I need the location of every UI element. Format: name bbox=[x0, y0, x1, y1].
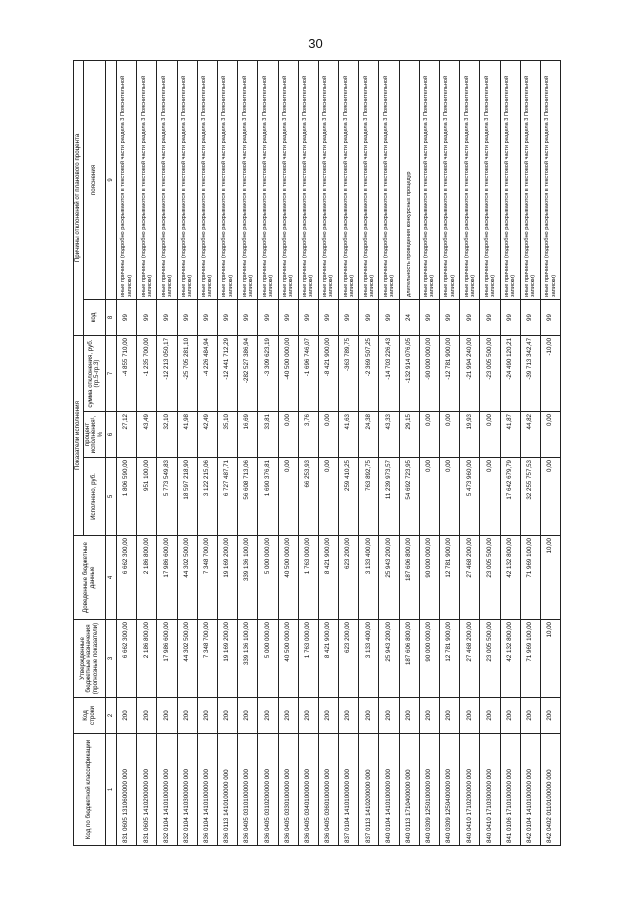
table-cell-approved: 40 500 000,00 bbox=[278, 620, 298, 698]
table-cell-code: 840 0410 1710200000 000 bbox=[460, 734, 480, 846]
table-row bbox=[117, 60, 137, 845]
table-cell-code: 836 0405 0330100000 000 bbox=[278, 734, 298, 846]
table-cell-deviation: -90 000 000,00 bbox=[419, 335, 439, 411]
table-cell-code: 840 0113 1710400000 000 bbox=[399, 734, 419, 846]
table-cell-executed: 1 806 590,00 bbox=[117, 458, 137, 536]
table-cell-explanation: иные причины (подробно раскрываются в текстовой части раздела 3 Пояснительной записки) bbox=[318, 60, 338, 299]
table-cell-explanation: иные причины (подробно раскрываются в текстовой части раздела 3 Пояснительной записки) bbox=[238, 60, 258, 299]
table-cell-explanation: иные причины (подробно раскрываются в текстовой части раздела 3 Пояснительной записки) bbox=[540, 60, 560, 299]
table-cell-explanation: иные причины (подробно раскрываются в текстовой части раздела 3 Пояснительной записки) bbox=[197, 60, 217, 299]
table-cell-code: 836 0405 0310100000 000 bbox=[238, 734, 258, 846]
table-cell-code: 836 0104 1410100000 000 bbox=[197, 734, 217, 846]
table-cell-allocated: 2 186 800,00 bbox=[137, 536, 157, 620]
col-index: 1 bbox=[106, 734, 117, 846]
table-cell-reason-code: 99 bbox=[137, 299, 157, 335]
table-cell-row-code: 200 bbox=[238, 698, 258, 734]
table-cell-allocated: 339 136 100,00 bbox=[238, 536, 258, 620]
table-cell-code: 831 0605 1310600000 000 bbox=[117, 734, 137, 846]
table-cell-executed: 5 473 960,00 bbox=[460, 458, 480, 536]
table-cell-reason-code: 99 bbox=[238, 299, 258, 335]
table-cell-explanation: иные причины (подробно раскрываются в текстовой части раздела 3 Пояснительной записки) bbox=[339, 60, 359, 299]
table-cell-approved: 339 136 100,00 bbox=[238, 620, 258, 698]
table-cell-code: 836 0405 0360100000 000 bbox=[318, 734, 338, 846]
table-cell-approved: 90 000 000,00 bbox=[419, 620, 439, 698]
table-cell-percent: 32,10 bbox=[157, 412, 177, 458]
table-cell-explanation: длительность проведения конкурсных процедур bbox=[399, 60, 419, 299]
table-cell-executed: 18 597 218,90 bbox=[177, 458, 197, 536]
table-cell-code: 840 0104 1410100000 000 bbox=[379, 734, 399, 846]
table-cell-percent: 16,69 bbox=[238, 412, 258, 458]
table-cell-percent: 41,63 bbox=[339, 412, 359, 458]
header-code-bk: Код по бюджетной классификации bbox=[74, 734, 106, 846]
table-cell-row-code: 200 bbox=[440, 698, 460, 734]
col-index: 2 bbox=[106, 698, 117, 734]
table-cell-reason-code: 99 bbox=[339, 299, 359, 335]
table-cell-allocated: 5 000 000,00 bbox=[258, 536, 278, 620]
table-cell-percent: 27,12 bbox=[117, 412, 137, 458]
table-cell-deviation: -14 703 226,43 bbox=[379, 335, 399, 411]
table-cell-reason-code: 99 bbox=[440, 299, 460, 335]
table-row bbox=[318, 60, 338, 845]
table-cell-allocated: 40 500 000,00 bbox=[278, 536, 298, 620]
table-cell-row-code: 200 bbox=[117, 698, 137, 734]
table-cell-row-code: 200 bbox=[460, 698, 480, 734]
table-cell-approved: 8 421 900,00 bbox=[318, 620, 338, 698]
page-number: 30 bbox=[308, 36, 323, 51]
table-cell-reason-code: 99 bbox=[318, 299, 338, 335]
table-cell-executed: 0,00 bbox=[540, 458, 560, 536]
table-cell-allocated: 23 005 500,00 bbox=[480, 536, 500, 620]
table-cell-code: 832 0104 1410300000 000 bbox=[177, 734, 197, 846]
table-cell-explanation: иные причины (подробно раскрываются в текстовой части раздела 3 Пояснительной записки) bbox=[278, 60, 298, 299]
table-body bbox=[117, 60, 561, 845]
table-cell-explanation: иные причины (подробно раскрываются в текстовой части раздела 3 Пояснительной записки) bbox=[359, 60, 379, 299]
table-cell-approved: 44 302 500,00 bbox=[177, 620, 197, 698]
header-percent: процент исполнения¹, % bbox=[83, 412, 106, 458]
table-cell-deviation: -25 705 281,10 bbox=[177, 335, 197, 411]
table-cell-approved: 27 468 200,00 bbox=[460, 620, 480, 698]
table-cell-code: 840 0309 1250400000 000 bbox=[440, 734, 460, 846]
table-cell-approved: 3 133 400,00 bbox=[359, 620, 379, 698]
table-cell-explanation: иные причины (подробно раскрываются в текстовой части раздела 3 Пояснительной записки) bbox=[480, 60, 500, 299]
table-cell-approved: 1 763 000,00 bbox=[298, 620, 318, 698]
table-row bbox=[339, 60, 359, 845]
table-cell-allocated: 8 421 900,00 bbox=[318, 536, 338, 620]
table-row bbox=[460, 60, 480, 845]
table-cell-allocated: 19 169 200,00 bbox=[217, 536, 237, 620]
table-cell-approved: 25 943 200,00 bbox=[379, 620, 399, 698]
table-cell-percent: 24,38 bbox=[359, 412, 379, 458]
table-cell-allocated: 1 763 000,00 bbox=[298, 536, 318, 620]
table-row bbox=[399, 60, 419, 845]
header-explanation: пояснения bbox=[83, 60, 106, 299]
table-cell-approved: 23 005 500,00 bbox=[480, 620, 500, 698]
table-cell-reason-code: 99 bbox=[540, 299, 560, 335]
table-cell-reason-code: 99 bbox=[278, 299, 298, 335]
table-cell-executed: 1 690 376,81 bbox=[258, 458, 278, 536]
table-row bbox=[379, 60, 399, 845]
table-cell-reason-code: 99 bbox=[217, 299, 237, 335]
table-cell-executed: 6 727 487,71 bbox=[217, 458, 237, 536]
table-row bbox=[500, 60, 520, 845]
table-cell-percent: 0,00 bbox=[419, 412, 439, 458]
table-cell-percent: 41,98 bbox=[177, 412, 197, 458]
table-cell-percent: 44,82 bbox=[520, 412, 540, 458]
table-cell-reason-code: 99 bbox=[520, 299, 540, 335]
table-cell-deviation: -4 226 484,94 bbox=[197, 335, 217, 411]
header-executed: Исполнено, руб. bbox=[83, 458, 106, 536]
table-cell-executed: 0,00 bbox=[480, 458, 500, 536]
table-cell-deviation: -132 914 076,05 bbox=[399, 335, 419, 411]
col-index: 3 bbox=[106, 620, 117, 698]
table-cell-reason-code: 99 bbox=[359, 299, 379, 335]
table-cell-reason-code: 99 bbox=[298, 299, 318, 335]
table-cell-approved: 10,00 bbox=[540, 620, 560, 698]
table-cell-executed: 32 255 757,53 bbox=[520, 458, 540, 536]
table-cell-deviation: -39 713 342,47 bbox=[520, 335, 540, 411]
table-cell-allocated: 90 000 000,00 bbox=[419, 536, 439, 620]
table-cell-approved: 623 200,00 bbox=[339, 620, 359, 698]
table-cell-executed: 5 773 549,83 bbox=[157, 458, 177, 536]
header-deviation: сумма отклонения, руб. (гр.5-гр.3) bbox=[83, 335, 106, 411]
table-cell-reason-code: 99 bbox=[157, 299, 177, 335]
table-cell-deviation: -1 235 700,00 bbox=[137, 335, 157, 411]
table-cell-allocated: 12 781 900,00 bbox=[440, 536, 460, 620]
table-cell-row-code: 200 bbox=[318, 698, 338, 734]
table-cell-explanation: иные причины (подробно раскрываются в текстовой части раздела 3 Пояснительной записки) bbox=[500, 60, 520, 299]
table-cell-allocated: 27 468 200,00 bbox=[460, 536, 480, 620]
table-row bbox=[540, 60, 560, 845]
table-cell-percent: 43,49 bbox=[137, 412, 157, 458]
table-cell-explanation: иные причины (подробно раскрываются в текстовой части раздела 3 Пояснительной записки) bbox=[258, 60, 278, 299]
table-cell-approved: 42 132 800,00 bbox=[500, 620, 520, 698]
table-row bbox=[278, 60, 298, 845]
table-cell-row-code: 200 bbox=[379, 698, 399, 734]
table-row bbox=[258, 60, 278, 845]
table-cell-approved: 2 186 800,00 bbox=[137, 620, 157, 698]
table-cell-percent: 0,00 bbox=[318, 412, 338, 458]
table-cell-row-code: 200 bbox=[278, 698, 298, 734]
table-cell-percent: 3,76 bbox=[298, 412, 318, 458]
table-cell-allocated: 10,00 bbox=[540, 536, 560, 620]
table-row bbox=[359, 60, 379, 845]
table-cell-code: 842 0402 0110100000 000 bbox=[540, 734, 560, 846]
table-cell-executed: 0,00 bbox=[440, 458, 460, 536]
table-cell-reason-code: 99 bbox=[379, 299, 399, 335]
table-cell-explanation: иные причины (подробно раскрываются в текстовой части раздела 3 Пояснительной записки) bbox=[298, 60, 318, 299]
table-cell-allocated: 7 348 700,00 bbox=[197, 536, 217, 620]
table-cell-deviation: -282 527 386,94 bbox=[238, 335, 258, 411]
table-cell-allocated: 44 302 500,00 bbox=[177, 536, 197, 620]
execution-table bbox=[73, 60, 561, 846]
header-reasons: Причины отклонений от планового процента bbox=[74, 60, 84, 335]
table-cell-row-code: 200 bbox=[258, 698, 278, 734]
table-cell-explanation: иные причины (подробно раскрываются в текстовой части раздела 3 Пояснительной записки) bbox=[177, 60, 197, 299]
table-cell-executed: 0,00 bbox=[278, 458, 298, 536]
table-cell-deviation: -23 005 500,00 bbox=[480, 335, 500, 411]
table-cell-reason-code: 99 bbox=[500, 299, 520, 335]
table-cell-approved: 71 969 100,00 bbox=[520, 620, 540, 698]
table-cell-row-code: 200 bbox=[540, 698, 560, 734]
column-index-row bbox=[106, 60, 117, 845]
table-cell-explanation: иные причины (подробно раскрываются в текстовой части раздела 3 Пояснительной записки) bbox=[460, 60, 480, 299]
table-row bbox=[440, 60, 460, 845]
table-cell-deviation: -10,00 bbox=[540, 335, 560, 411]
table-row bbox=[177, 60, 197, 845]
table-row bbox=[298, 60, 318, 845]
table-cell-code: 841 0106 1710100000 000 bbox=[500, 734, 520, 846]
table-cell-percent: 0,00 bbox=[540, 412, 560, 458]
table-cell-approved: 17 986 600,00 bbox=[157, 620, 177, 698]
table-cell-percent: 0,00 bbox=[440, 412, 460, 458]
table-cell-row-code: 200 bbox=[520, 698, 540, 734]
table-cell-reason-code: 99 bbox=[419, 299, 439, 335]
rotated-table-frame bbox=[73, 61, 571, 846]
table-cell-allocated: 17 986 600,00 bbox=[157, 536, 177, 620]
table-cell-executed: 17 642 679,79 bbox=[500, 458, 520, 536]
table-cell-deviation: -4 855 710,00 bbox=[117, 335, 137, 411]
table-cell-executed: 3 122 215,06 bbox=[197, 458, 217, 536]
table-cell-explanation: иные причины (подробно раскрываются в текстовой части раздела 3 Пояснительной записки) bbox=[157, 60, 177, 299]
table-cell-executed: 0,00 bbox=[419, 458, 439, 536]
table-cell-percent: 35,10 bbox=[217, 412, 237, 458]
table-cell-percent: 19,93 bbox=[460, 412, 480, 458]
header-approved: Утвержденные бюджетные назначения (прогнозные показатели) bbox=[74, 620, 106, 698]
table-cell-row-code: 200 bbox=[339, 698, 359, 734]
rotated-table-area bbox=[73, 61, 631, 843]
table-cell-approved: 12 781 900,00 bbox=[440, 620, 460, 698]
table-cell-deviation: -24 490 120,21 bbox=[500, 335, 520, 411]
table-cell-executed: 0,00 bbox=[318, 458, 338, 536]
table-cell-code: 840 0309 1250100000 000 bbox=[419, 734, 439, 846]
table-cell-explanation: иные причины (подробно раскрываются в текстовой части раздела 3 Пояснительной записки) bbox=[137, 60, 157, 299]
table-cell-executed: 259 410,25 bbox=[339, 458, 359, 536]
table-cell-percent: 43,33 bbox=[379, 412, 399, 458]
table-cell-percent: 41,87 bbox=[500, 412, 520, 458]
table-cell-explanation: иные причины (подробно раскрываются в текстовой части раздела 3 Пояснительной записки) bbox=[440, 60, 460, 299]
table-cell-deviation: -8 421 900,00 bbox=[318, 335, 338, 411]
table-cell-approved: 6 662 300,00 bbox=[117, 620, 137, 698]
table-cell-code: 836 0113 1410100000 000 bbox=[217, 734, 237, 846]
table-cell-row-code: 200 bbox=[217, 698, 237, 734]
table-cell-executed: 11 239 973,57 bbox=[379, 458, 399, 536]
table-cell-percent: 42,49 bbox=[197, 412, 217, 458]
table-cell-executed: 54 692 723,95 bbox=[399, 458, 419, 536]
table-cell-approved: 187 606 800,00 bbox=[399, 620, 419, 698]
col-index: 6 bbox=[106, 412, 117, 458]
table-cell-deviation: -21 994 240,00 bbox=[460, 335, 480, 411]
col-index: 8 bbox=[106, 299, 117, 335]
table-cell-row-code: 200 bbox=[419, 698, 439, 734]
table-cell-percent: 0,00 bbox=[278, 412, 298, 458]
table-cell-reason-code: 24 bbox=[399, 299, 419, 335]
table-cell-explanation: иные причины (подробно раскрываются в текстовой части раздела 3 Пояснительной записки) bbox=[117, 60, 137, 299]
table-cell-reason-code: 99 bbox=[480, 299, 500, 335]
table-cell-allocated: 187 606 800,00 bbox=[399, 536, 419, 620]
table-cell-executed: 763 892,75 bbox=[359, 458, 379, 536]
table-cell-code: 840 0410 1710300000 000 bbox=[480, 734, 500, 846]
table-cell-percent: 33,81 bbox=[258, 412, 278, 458]
table-cell-allocated: 623 200,00 bbox=[339, 536, 359, 620]
table-cell-executed: 66 253,93 bbox=[298, 458, 318, 536]
table-cell-row-code: 200 bbox=[399, 698, 419, 734]
header-row-code: Код строки bbox=[74, 698, 106, 734]
table-cell-explanation: иные причины (подробно раскрываются в текстовой части раздела 3 Пояснительной записки) bbox=[217, 60, 237, 299]
table-cell-row-code: 200 bbox=[500, 698, 520, 734]
table-cell-executed: 56 608 713,06 bbox=[238, 458, 258, 536]
header-allocated: Доведенные бюджетные данные bbox=[74, 536, 106, 620]
table-cell-explanation: иные причины (подробно раскрываются в текстовой части раздела 3 Пояснительной записки) bbox=[379, 60, 399, 299]
table-cell-deviation: -2 369 507,25 bbox=[359, 335, 379, 411]
col-index: 9 bbox=[106, 60, 117, 299]
table-cell-code: 836 0405 0340100000 000 bbox=[298, 734, 318, 846]
table-cell-approved: 19 169 200,00 bbox=[217, 620, 237, 698]
table-cell-executed: 951 100,00 bbox=[137, 458, 157, 536]
table-row bbox=[480, 60, 500, 845]
table-row bbox=[520, 60, 540, 845]
table-cell-deviation: -363 789,75 bbox=[339, 335, 359, 411]
table-cell-code: 836 0405 0310200000 000 bbox=[258, 734, 278, 846]
table-cell-allocated: 25 943 200,00 bbox=[379, 536, 399, 620]
table-row bbox=[157, 60, 177, 845]
header-reason-code: код bbox=[83, 299, 106, 335]
table-cell-explanation: иные причины (подробно раскрываются в текстовой части раздела 3 Пояснительной записки) bbox=[520, 60, 540, 299]
table-cell-code: 842 0104 1410100000 000 bbox=[520, 734, 540, 846]
table-cell-deviation: -40 500 000,00 bbox=[278, 335, 298, 411]
table-cell-reason-code: 99 bbox=[258, 299, 278, 335]
table-cell-approved: 7 348 700,00 bbox=[197, 620, 217, 698]
table-cell-code: 831 0605 1410200000 000 bbox=[137, 734, 157, 846]
table-cell-code: 837 0113 1410200000 000 bbox=[359, 734, 379, 846]
table-cell-allocated: 6 662 300,00 bbox=[117, 536, 137, 620]
table-cell-deviation: -1 696 746,07 bbox=[298, 335, 318, 411]
table-cell-row-code: 200 bbox=[177, 698, 197, 734]
table-cell-deviation: -12 213 050,17 bbox=[157, 335, 177, 411]
table-cell-reason-code: 99 bbox=[197, 299, 217, 335]
table-cell-row-code: 200 bbox=[298, 698, 318, 734]
table-cell-percent: 29,15 bbox=[399, 412, 419, 458]
table-cell-approved: 5 000 000,00 bbox=[258, 620, 278, 698]
table-cell-explanation: иные причины (подробно раскрываются в текстовой части раздела 3 Пояснительной записки) bbox=[419, 60, 439, 299]
table-cell-code: 837 0104 1410100000 000 bbox=[339, 734, 359, 846]
table-row bbox=[419, 60, 439, 845]
col-index: 4 bbox=[106, 536, 117, 620]
table-cell-percent: 0,00 bbox=[480, 412, 500, 458]
table-cell-deviation: -12 781 900,00 bbox=[440, 335, 460, 411]
table-cell-reason-code: 99 bbox=[117, 299, 137, 335]
table-cell-deviation: -12 441 712,29 bbox=[217, 335, 237, 411]
table-cell-reason-code: 99 bbox=[177, 299, 197, 335]
table-cell-row-code: 200 bbox=[480, 698, 500, 734]
table-cell-allocated: 3 133 400,00 bbox=[359, 536, 379, 620]
table-cell-code: 832 0104 1410100000 000 bbox=[157, 734, 177, 846]
table-cell-reason-code: 99 bbox=[460, 299, 480, 335]
col-index: 5 bbox=[106, 458, 117, 536]
table-cell-deviation: -3 309 623,19 bbox=[258, 335, 278, 411]
header-indicators: Показатели исполнения bbox=[74, 335, 84, 535]
table-row bbox=[137, 60, 157, 845]
table-cell-allocated: 42 132 800,00 bbox=[500, 536, 520, 620]
table-cell-row-code: 200 bbox=[157, 698, 177, 734]
table-cell-row-code: 200 bbox=[137, 698, 157, 734]
table-row bbox=[197, 60, 217, 845]
table-row bbox=[217, 60, 237, 845]
table-cell-row-code: 200 bbox=[359, 698, 379, 734]
col-index: 7 bbox=[106, 335, 117, 411]
table-cell-allocated: 71 969 100,00 bbox=[520, 536, 540, 620]
table-cell-row-code: 200 bbox=[197, 698, 217, 734]
table-row bbox=[238, 60, 258, 845]
